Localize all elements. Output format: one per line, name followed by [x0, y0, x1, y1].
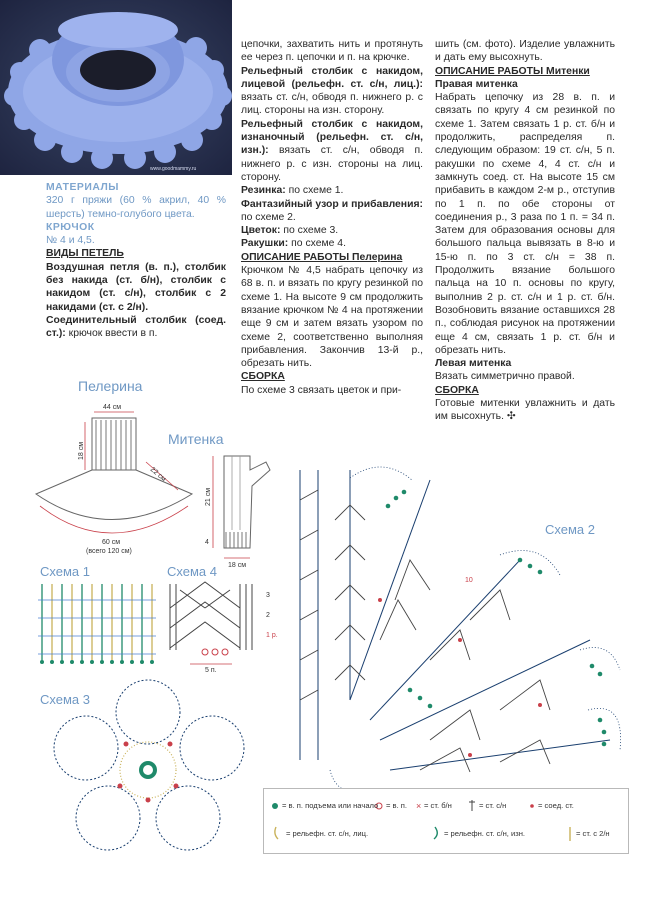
legend-bpdc: = рельефн. ст. с/н, изн. — [444, 829, 526, 838]
s4-row1: 1 р. — [266, 632, 278, 639]
hook-heading: КРЮЧОК — [46, 221, 95, 233]
pelerina-diagram — [36, 378, 192, 555]
s2-row-number: 10 — [465, 577, 473, 584]
scheme1-title: Схема 1 — [40, 564, 90, 579]
mitenka-diagram — [168, 431, 270, 569]
pel-total-dim: (всего 120 см) — [86, 548, 132, 555]
legend-fpdc: = рельефн. ст. с/н, лиц. — [286, 829, 369, 838]
mitenka-title: Митенка — [168, 431, 224, 447]
pelerina-work-heading: ОПИСАНИЕ РАБОТЫ Пелерина — [241, 251, 403, 263]
mit-height-dim: 21 см — [205, 487, 212, 506]
svg-text:×: × — [416, 801, 422, 811]
legend-dc: = ст. с/н — [479, 801, 507, 810]
col2-p2: Рельефный столбик с накидом, лицевой (рельефн. ст. с/н, лиц.): вязать ст. с/н, обводя п. нижнего р. с лиц. стороны на изн. сторону. — [241, 65, 423, 117]
stitch-heading: ВИДЫ ПЕТЕЛЬ — [46, 248, 124, 260]
legend-sc: = ст. б/н — [424, 801, 452, 810]
symbol-legend — [263, 788, 629, 854]
materials-heading: МАТЕРИАЛЫ — [46, 182, 119, 193]
col3-p1: шить (см. фото). Изделие увлажнить и дать ему высохнуть. — [435, 39, 615, 64]
col2-p3: Рельефный столбик с накидом, изнаночный (рельефн. ст. с/н, изн.): вязать ст. с/н, обводя п. нижнего р. с изн. стороны на лиц. сторону. — [241, 118, 423, 183]
pelerina-title: Пелерина — [78, 378, 143, 394]
s4-row2: 2 — [266, 612, 270, 619]
col2-p7: Ракушки: по схеме 4. — [241, 238, 346, 250]
hook-text: № 4 и 4,5. — [46, 235, 95, 247]
pel-top-dim: 44 см — [103, 404, 122, 411]
snowflake-icon: ✣ — [506, 411, 516, 423]
col2-p5: Фантазийный узор и прибавления: по схеме 2. — [241, 198, 423, 223]
slip-paragraph: Соединительный столбик (соед. ст.): крючок ввести в п. — [46, 314, 226, 340]
left-mitten-heading: Левая митенка — [435, 358, 512, 370]
s4-repeat: 5 п. — [205, 667, 217, 674]
scheme-3 — [40, 680, 244, 850]
assembly-text: По схеме 3 связать цветок и при- — [241, 384, 402, 396]
right-mitten-heading: Правая митенка — [435, 78, 518, 90]
mit-small-dim: 4 — [205, 539, 209, 546]
legend-chain: = в. п. — [386, 801, 408, 810]
mit-width-dim: 18 см — [228, 562, 247, 569]
col2-p1: цепочки, захватить нить и протянуть ее через п. цепочки и п. на крючке. — [241, 39, 423, 64]
assembly-heading: СБОРКА — [241, 371, 285, 383]
photo-watermark: www.goodmammy.ru — [150, 166, 197, 172]
right-mitten-text: Набрать цепочку из 28 в. п. и связать по кругу 4 см резинкой по схеме 1. Затем связать 1 р. ст. б/н и продолжить, распределяя п. следующим образом: 19 ст. с/н, 5 п. ракушки по схеме 4, 4 ст. с/н и замкнуть соед. ст. На высоте 15 см прибавить в каждом 2-м р., отступив по 1 п. по обе стороны от соединения р., 3 раза по 1 п. = 34 п. Затем для образования основы для большого пальца вывязать в 8-ю и 15-ю п. по 3 ст. с/н = 38 п. Продолжить вязание большого пальца на 10 п. основы по кругу, выполнив 2 р. ст. с/н и 1 р. ст. б/н. Возобновить вязание оставшихся 28 п., соблюдая рисунок на протяжении еще 4 см, связать 1 р. ст. б/н и обрезать нить. — [435, 92, 615, 356]
pel-bottom-dim: 60 см — [102, 539, 121, 546]
scheme3-title: Схема 3 — [40, 692, 90, 707]
stitch-text: Воздушная петля (в. п.), столбик без накида (ст. б/н), столбик с накидом (ст. с/н), столбик с 2 накидами (ст. с 2/н). — [46, 261, 226, 313]
legend-tr: = ст. с 2/н — [576, 829, 610, 838]
materials-text: 320 г пряжи (60 % акрил, 40 % шерсть) темно-голубого цвета. — [46, 195, 226, 220]
pel-height-dim: 18 см — [78, 441, 85, 460]
scheme4-title: Схема 4 — [167, 564, 217, 579]
scheme-1 — [38, 564, 156, 664]
mitten-assembly-text: Готовые митенки увлажнить и дать им высохнуть. ✣ — [435, 398, 615, 423]
scheme-2 — [300, 467, 621, 792]
mitten-work-heading: ОПИСАНИЕ РАБОТЫ Митенки — [435, 65, 590, 77]
s4-row3: 3 — [266, 592, 270, 599]
col2-p6: Цветок: по схеме 3. — [241, 225, 339, 237]
col2-p4: Резинка: по схеме 1. — [241, 185, 344, 197]
pel-side-dim: 22 см — [148, 466, 168, 484]
legend-chain-start: = в. п. подъема или начало — [282, 801, 379, 810]
scheme-4 — [167, 564, 278, 674]
legend-slip: = соед. ст. — [538, 801, 574, 810]
left-mitten-text: Вязать симметрично правой. — [435, 371, 575, 383]
scheme2-title: Схема 2 — [545, 522, 595, 537]
pelerina-work-text: Крючком № 4,5 набрать цепочку из 68 в. п. и вязать по кругу резинкой по схеме 1. На высоте 9 см продолжить вязание крючком № 4 на протяжении еще 9 см и затем вязать узором по схеме 2, соответственно выполняя прибавления. Закончив 13-й р., обрезать нить. — [241, 265, 423, 370]
mitten-assembly-heading: СБОРКА — [435, 384, 479, 396]
